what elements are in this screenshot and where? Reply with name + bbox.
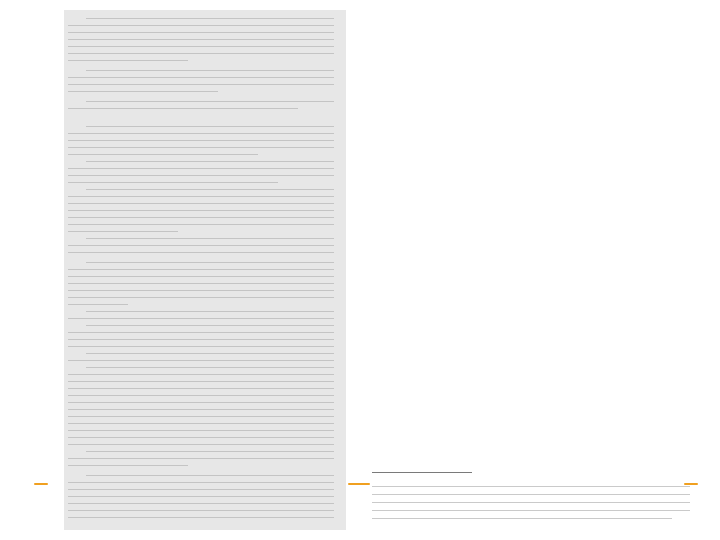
decorative-dash-left — [34, 483, 48, 485]
decorative-dash-middle — [348, 483, 370, 485]
document-body-text — [68, 14, 342, 526]
footnote-text — [372, 478, 696, 536]
footnote-separator — [372, 472, 472, 473]
document-scan — [64, 10, 346, 530]
